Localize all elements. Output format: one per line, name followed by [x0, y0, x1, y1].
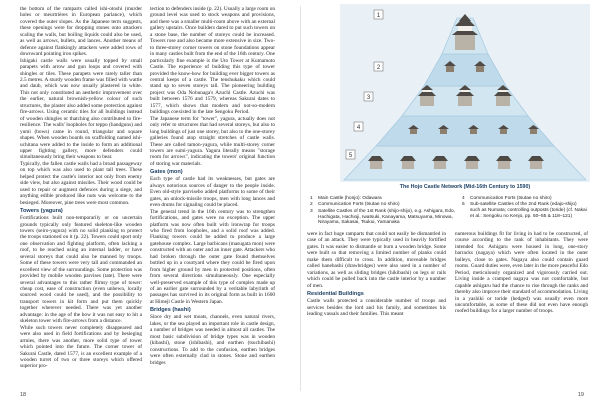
legend-item	[310, 209, 460, 226]
legend-text: Communication Forts (tsutae no shiro)	[470, 196, 552, 201]
right-page-column-2	[455, 231, 588, 315]
paragraph: Since dry and wet moats, channels, even natural rivers, lakes, or the sea played an important role in castle design, a number of bridges was needed in almost all castles. The most basic subdivision of bridge types was in wooden (kibashi), stone (ishibashi), and earthen (tsuchibashi) constructions. To add to the confusion, earthen bridges were often externally clad in stones. Stone and earthen bridges	[150, 314, 275, 366]
paragraph: Fortifications built non-temporarily or on uncertain grounds typically only featured skeleton-like wooden towers (seiro-yagura) with no solid planking to protect the troops stationed on it (p. 22). Towers could sport only one observation and fighting platform, often lacking a roof, to be reached using an internal ladder, or have several storeys that could also be manned by troops. Some of these towers were very tall and commanded an excellent view of the surroundings. Some protection was provided by mobile wooden parvises (tate). There were several advantages to this rather flimsy type of tower: cheap cost, ease of construction (even unhewn, locally sourced wood could be used), and the possibility to transport towers in kit form and put them quickly together wherever needed. There was yet another advantage: in the age of the bow it was not easy to hit a skeleton tower with fire-arrows from a distance.	[20, 215, 142, 325]
legend-item	[310, 202, 460, 208]
marker-2-label: 2	[376, 65, 381, 71]
section-heading-gates: Gates (mon)	[150, 169, 183, 176]
paragraph: While such towers never completely disappeared and were also used in field fortifications and by besieging armies, there was another, more solid type of tower which pointed into the future. The corner tower of Sakurai Castle, dated 1577, is an excellent example of a wooden turret of two or three storeys which offered superior pro-	[20, 324, 142, 370]
legend-number: 1	[310, 196, 313, 201]
paragraph: Castle walls protected a considerable number of troops and services besides the lord and his family, and sometimes his leading vassals and their families. This meant	[307, 298, 446, 317]
legend-text: Communication Forts (tsutae no shiro)	[318, 202, 400, 208]
figure-caption: The Hojo Castle Network (Mid-16th Century to 1590)	[399, 184, 531, 190]
paragraph: The general trend in the 16th century was to strengthen fortifications, and gates were no exception. The upper platform was now often built with ironwrap for troops who fired from loopholes, and a solid roof was added. Flanking towers could be added to produce a large gatehouse complex. Large barbicans (masugata mon) were constructed with an outer and an inner gate. Attackers who had broken through the outer gate found themselves bottled up in a courtyard where they could be fired upon from higher ground by men in protected positions, often from several directions simultaneously. One especially well-preserved example of this type of complex made up of an earlier gate surrounded by a veritable labyrinth of passages has survived in its original form as built in 1600 at Himeji Castle in Western Japan.	[150, 208, 275, 305]
section-heading-residential: Residential Buildings	[307, 291, 364, 298]
paragraph: Typically, the fallen castle walls had a broad passageway on top which was also used to plant tall trees. These helped protect the castle's interior not only from enemy side view, but also against missiles. Their wood could be used to repair or augment defences during a siege, and anything edible produced like nuts was welcome to the besieged. Moreover, pine trees were most common.	[20, 160, 142, 206]
legend-number: 3	[310, 208, 313, 214]
legend-number: 2	[310, 202, 313, 208]
left-page-column-2	[150, 6, 275, 366]
right-page-column-1	[307, 231, 446, 317]
legend-number: 5	[462, 202, 465, 208]
marker-1-label: 1	[376, 13, 381, 19]
legend-item	[462, 202, 588, 219]
tier-4-communication-forts	[376, 116, 554, 146]
marker-3-label: 3	[366, 95, 371, 101]
paragraph: Each type of castle had its weaknesses, but gates are always notorious sources of danger to the people inside. Even old-style parvisebo added platforms to some of their gates, an unlock-missile troops, men with long lances and even drums for signaling could be placed.	[150, 176, 275, 209]
legend-number: 4	[462, 196, 465, 201]
legend-text: Main Castle (honjo): Odawara	[318, 196, 382, 201]
legend-text: Sub-satellite Castles of the 2nd Rank (edajo-shijo) such as Numata; controlling outposts (toride) (cf. Nakai et al.: Sengoku no Kenjo, pp. 50–55 & 118–121)	[470, 202, 587, 219]
marker-1	[374, 10, 383, 19]
legend-column-right	[462, 196, 588, 220]
section-heading-towers: Towers (yagura)	[20, 208, 63, 215]
legend-item	[310, 196, 460, 202]
paragraph: tection to defenders inside (p. 22). Usually a large room on ground level was used to stock weapons and provisions, and there was a smaller multi-room above with an external gallery upstairs. Once builders dared to put such towers on a stone base, the number of storeys could be increased. Towers rose and also became more extensive in size. Two- to three-storey corner towers on stone foundations appear in many castles built from the end of the 16th century. One particularly fine example is the Uto Tower at Kumamoto Castle. The experience of building this type of tower provided the know-how for building ever bigger towers as central keeps of a castle. The tenshukaku which could stand up to seven storeys tall. The pioneering building project was Oda Nobunaga's Azuchi Castle. Azuchi was built between 1576 and 1579, whereas Sakurai dates to 1577, which shows that modern and not-so-modern buildings coexisted in the late Sengoku Period.	[150, 6, 275, 116]
section-heading-bridges: Bridges (hashi)	[150, 307, 191, 314]
paragraph: numerous buildings fit for living in had to be constructed, of course according to the rank of inhabitants. They were intended for. Ashigaru were housed in long, one-story barracks (nagaya) which were often located in the outer baileys, close to gates. Nagaya also could contain guard rooms. Guard duties were, even later in the more peaceful Edo Period, meticulously organized and vigorously carried out. Living inside a cramped nagaya was not comfortable, but capable ashigaru had the chance to rise through the ranks and thereby also improve their standard of accommodation. Living in a yashiki or toride (hedged) was usually even more uncomfortable, as some of these did not even have enough roofed buildings for a larger number of troops.	[455, 231, 588, 315]
marker-2	[374, 62, 383, 71]
page-gutter	[300, 6, 301, 391]
marker-3	[364, 92, 373, 101]
left-page-column-1	[20, 6, 142, 370]
paragraph: Ishigaki castle walls were usually topped by small parapets with arrow and gun loops and covered with shingles or tiles. These parapets were rarely taller than 2.5 metres. A sturdy wooden frame was filled with wattle and daub, which was now usually plastered in white. This not only constituted an aesthetic improvement over the earlier, natural brownish-yellow colour of such structures, the plaster also added some protection against fire-arrows. Using ceramic tiles for all buildings instead of wooden shingles or thatching also contributed to fire-resilience. The walls' loopholes for teppo (handguns) and yumi (bows) came in round, triangular and square shapes. When wooden boards on scaffolding named ishi-uchitana were added to the inside to form an additional upper fighting gallery, more defenders could simultaneously bring their weapons to bear.	[20, 57, 142, 161]
paragraph: the bottom of the ramparts called ishi-otoshi (murder holes or meurtrières in European parlance), which covered the outer slopes. As the Japanese term suggests, these openings were for dropping stones onto attackers scaling the walls, but boiling liquids could also be used, as well as arrows, bullets, and lances. Another means of defence against flankingly attackers were added rows of downward pointing iron spikes.	[20, 6, 142, 58]
marker-5-label: 5	[348, 153, 353, 159]
legend-item	[462, 196, 588, 202]
marker-5	[346, 150, 355, 159]
paragraph: were in fact huge ramparts that could not easily be dismantled in case of an attack. They were typically used in heavily fortified gates. It was easier to dismantle or burn a wooden bridge. Some were built so that removing a limited number of planks could make them difficult to cross. In addition, moveable bridges called hanebashi (drawbridges) were also used in a number of variations, as well as sliding bridges (hikibashi) on legs or rails which could be pulled back into the castle interior by a number of men.	[307, 231, 446, 289]
page-number-right: 19	[577, 392, 584, 398]
marker-4-label: 4	[356, 125, 361, 131]
legend-column-left	[310, 196, 460, 227]
marker-4	[354, 122, 363, 131]
paragraph: The Japanese term for "tower", yagura, actually does not only refer to structures that had several storeys, but also to long buildings of just one storey, but also to the one-storey galleries found atop straight stretches of castle walls. These are called tamon-yagura, while multi-storey corner towers are sumi-yagura. Yagura literally means "storage room for arrows", indicating the towers' original function of storing war materials.	[150, 115, 275, 167]
page-number-left: 18	[20, 392, 27, 398]
castle-network-illustration	[340, 4, 590, 182]
legend-text: Satellite Castles of the 1st Rank (shijo-shijo), e.g. Ashigara, Edo, Hachigata, Hachioji, Iwatsuki, Kanayama, Matsuyama, Minowa, Nirayama, Sakasai, Tsukui, Yamanaka	[318, 208, 456, 226]
